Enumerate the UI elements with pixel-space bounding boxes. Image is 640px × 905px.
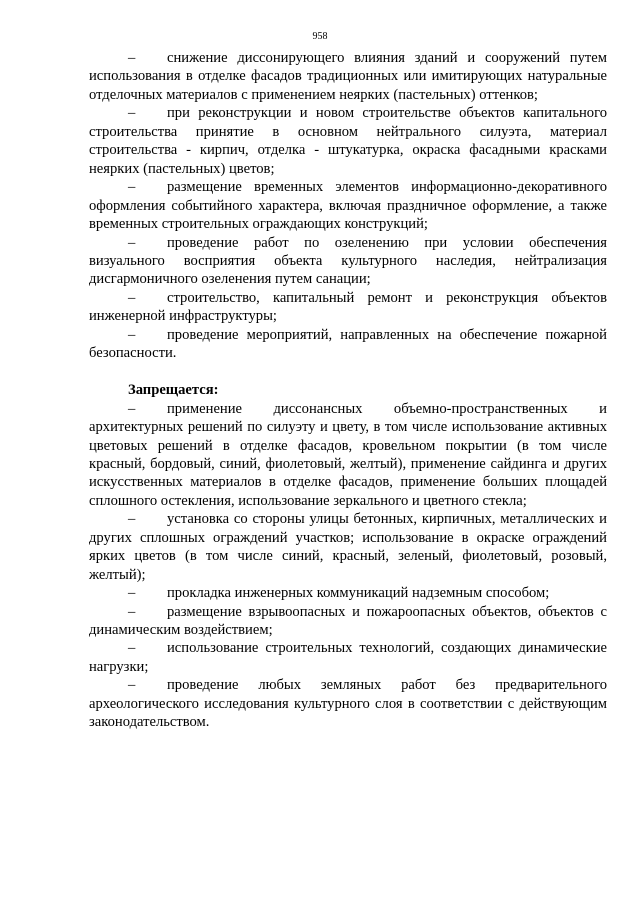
list-dash: – bbox=[128, 105, 136, 122]
list-dash: – bbox=[128, 179, 136, 196]
list-item-prohibited-4 bbox=[89, 603, 607, 640]
document-body bbox=[89, 49, 607, 732]
list-item-allowed-2 bbox=[89, 104, 607, 178]
list-item-text: размещение временных элементов информационно-декоративного оформления событийного характера, включая праздничное оформление, а также временных строительных ограждающих конструкций; bbox=[89, 179, 607, 233]
prohibited-heading: Запрещается: bbox=[128, 382, 219, 399]
list-dash: – bbox=[128, 585, 136, 602]
list-item-prohibited-6 bbox=[89, 676, 607, 731]
list-item-text: проведение любых земляных работ без предварительного археологического исследования культурного слоя в соответствии с действующим законодательством. bbox=[89, 677, 607, 731]
list-item-allowed-3 bbox=[89, 178, 607, 233]
page-number: 958 bbox=[312, 31, 328, 42]
list-item-text: проведение мероприятий, направленных на обеспечение пожарной безопасности. bbox=[89, 326, 607, 362]
list-dash: – bbox=[128, 677, 136, 694]
list-item-text: проведение работ по озеленению при условии обеспечения визуального восприятия объекта культурного наследия, нейтрализация дисгармоничного озеленения путем санации; bbox=[89, 234, 607, 288]
list-dash: – bbox=[128, 289, 136, 306]
list-dash: – bbox=[128, 326, 136, 343]
list-item-text: снижение диссонирующего влияния зданий и сооружений путем использования в отделке фасадов традиционных или имитирующих натуральные отделочных материалов с применением неярких (пастельных) оттенков; bbox=[89, 50, 607, 103]
list-item-text: применение диссонансных объемно-пространственных и архитектурных решений по силуэту и цвету, в том числе использование активных цветовых решений в отделке фасадов, кровельном покрытии (в том числе красный, бордовый, синий, фиолетовый, желтый), применение сайдинга и других искусственных материалов в отделке фасадов, применение больших площадей сплошного остекления, использование зеркального и цветного стекла; bbox=[89, 400, 607, 509]
list-item-text: при реконструкции и новом строительстве объектов капитального строительства принятие в основном нейтрального силуэта, материал строительства - кирпич, отделка - штукатурка, окраска фасадными красками неярких (пастельных) цветов; bbox=[89, 105, 607, 177]
list-item-prohibited-2 bbox=[89, 510, 607, 584]
list-item-allowed-1 bbox=[89, 49, 607, 104]
list-item-text: установка со стороны улицы бетонных, кирпичных, металлических и других сплошных ограждений участков; использование в окраске ограждений ярких цветов (в том числе синий, красный, зеленый, фиолетовый, розовый, желтый); bbox=[89, 511, 607, 583]
list-item-text: использование строительных технологий, создающих динамические нагрузки; bbox=[89, 640, 607, 675]
list-item-text: размещение взрывоопасных и пожароопасных объектов, объектов с динамическим воздействием; bbox=[89, 603, 607, 639]
list-dash: – bbox=[128, 603, 136, 620]
list-dash: – bbox=[128, 234, 136, 251]
list-item-allowed-4 bbox=[89, 234, 607, 289]
list-item-prohibited-1 bbox=[89, 400, 607, 511]
list-item-prohibited-3 bbox=[89, 584, 607, 602]
list-dash: – bbox=[128, 50, 136, 66]
list-item-text: прокладка инженерных коммуникаций надземным способом; bbox=[167, 585, 550, 602]
list-item-allowed-6 bbox=[89, 326, 607, 363]
list-dash: – bbox=[128, 511, 136, 528]
list-item-allowed-5 bbox=[89, 289, 607, 326]
list-item-text: строительство, капитальный ремонт и реконструкция объектов инженерной инфраструктуры; bbox=[89, 289, 607, 325]
list-dash: – bbox=[128, 400, 136, 417]
list-dash: – bbox=[128, 640, 136, 657]
list-item-prohibited-5 bbox=[89, 639, 607, 676]
